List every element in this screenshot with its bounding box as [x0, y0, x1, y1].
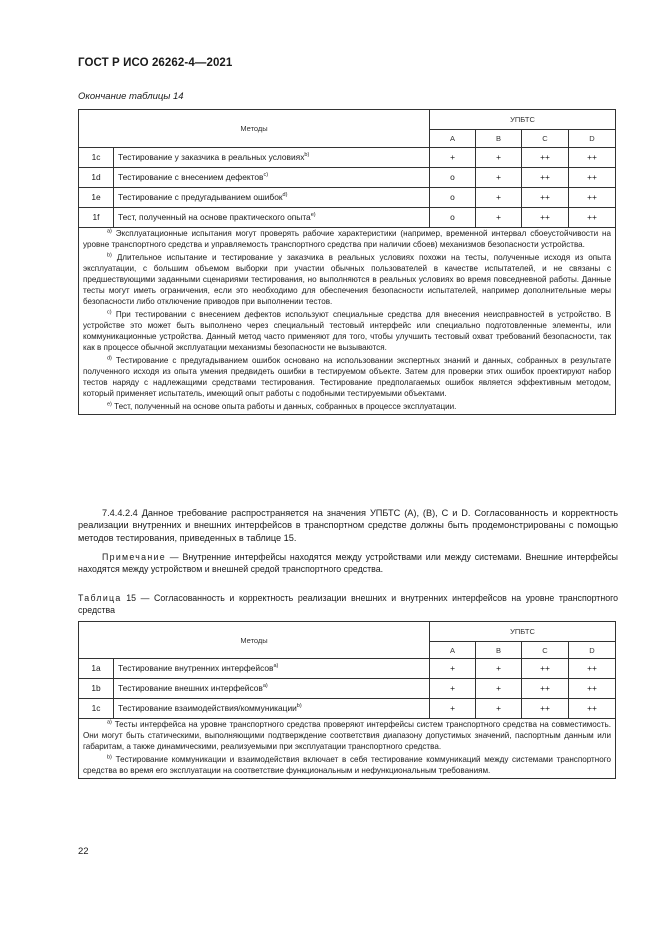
table-row: [79, 659, 616, 679]
cell-c: ++: [522, 659, 569, 679]
cell-c: ++: [522, 188, 569, 208]
asil-d-header: D: [569, 642, 616, 659]
row-method: Тестирование внешних интерфейсов$^{a)}$: [114, 679, 430, 699]
cell-d: ++: [569, 188, 616, 208]
footnote: $^{b)}$ Тестирование коммуникации и взаимодействия включает в себя тестирование коммуникаций между системами транспортного средства во время его эксплуатации на соответствие функциональным и нефункциональным требованиям.: [83, 754, 612, 775]
table15-caption: Таблица 15 — Согласованность и корректность реализации внешних и внутренних интерфейсов на уровне транспортного средства: [78, 593, 618, 616]
row-id: 1c: [79, 699, 114, 719]
cell-d: ++: [569, 679, 616, 699]
footnote: $^{c)}$ При тестировании с внесением дефектов используют специальные средства для внесения неисправностей в устройство. В устройстве это может быть выполнено через специальный тестовый интерфейс или специально подготовленные элементы, или коммуникационные устройства. Данный метод часто применяют для того, чтобы улучшить тестовый охват требований безопасности, так как в процессе обычной эксплуатации механизмы безопасности не вызываются.: [83, 309, 612, 352]
cell-b: +: [476, 659, 522, 679]
upbts-header: УПБТС: [430, 110, 616, 130]
table-14: [78, 109, 616, 415]
row-id: 1e: [79, 188, 114, 208]
cell-b: +: [476, 168, 522, 188]
row-method: Тестирование с предугадыванием ошибок$^{d)}$: [114, 188, 430, 208]
methods-header: Методы: [79, 110, 430, 148]
cell-c: ++: [522, 208, 569, 228]
cell-c: ++: [522, 679, 569, 699]
table14-caption: Окончание таблицы 14: [78, 91, 184, 102]
table-row: [79, 188, 616, 208]
cell-c: ++: [522, 148, 569, 168]
note-paragraph: Примечание — Внутренние интерфейсы находятся между устройствами или между системами. Внешние интерфейсы находятся между устройством и внешней средой транспортного средства.: [78, 552, 618, 575]
asil-c-header: C: [522, 642, 569, 659]
cell-a: +: [430, 659, 476, 679]
cell-c: ++: [522, 699, 569, 719]
row-method: Тестирование внутренних интерфейсов$^{a)}$: [114, 659, 430, 679]
row-id: 1b: [79, 679, 114, 699]
footnote: $^{e)}$ Тест, полученный на основе опыта работы и данных, собранных в процессе эксплуатации.: [107, 401, 457, 411]
asil-c-header: C: [522, 130, 569, 148]
table-row: [79, 699, 616, 719]
cell-b: +: [476, 699, 522, 719]
asil-b-header: B: [476, 642, 522, 659]
table-row: [79, 679, 616, 699]
row-method: Тестирование с внесением дефектов$^{c)}$: [114, 168, 430, 188]
table-row: [79, 208, 616, 228]
cell-c: ++: [522, 168, 569, 188]
methods-header: Методы: [79, 622, 430, 659]
row-method: Тест, полученный на основе практического опыта$^{e)}$: [114, 208, 430, 228]
footnote: $^{b)}$ Длительное испытание и тестирование у заказчика в реальных условиях похожи на тесты, полученные исходя из опыта эксплуатации, с большим объемом выборки при участии обычных пользователей в качестве испытателей, и не связаны с предшествующими заданными сценариями тестирования, но выполняются в реальных условиях во время повседневной работы. Данные тесты могут иметь ограничения, если это необходимо для обеспечения безопасности испытателей, например дополнительные меры безопасности либо отключение приводов при выполнении тестов.: [83, 252, 612, 306]
row-id: 1a: [79, 659, 114, 679]
cell-b: +: [476, 188, 522, 208]
cell-d: ++: [569, 699, 616, 719]
cell-a: o: [430, 208, 476, 228]
footnote: $^{d)}$ Тестирование с предугадыванием ошибок основано на использовании экспертных знаний и данных, собранных в результате полученного исходя из опыта умения предвидеть ошибки в тестируемом объекте. Затем для проверки этих ошибок проектируют набор тестов наряду с надлежащими средствами тестирования. Тестирование предполагаемых ошибок является эффективным методом, который применяет испытатель, имеющий опыт работы с подобными тестируемыми объектами.: [83, 355, 612, 398]
row-id: 1f: [79, 208, 114, 228]
asil-d-header: D: [569, 130, 616, 148]
row-method: Тестирование взаимодействия/коммуникации$^{b)}$: [114, 699, 430, 719]
asil-a-header: A: [430, 130, 476, 148]
section-paragraph: 7.4.4.2.4 Данное требование распространяется на значения УПБТС (A), (B), C и D. Согласованность и корректность реализации внутренних и внешних интерфейсов в транспортном средстве должны быть продемонстрированы с помощью методов тестирования, приведенных в таблице 15.: [78, 508, 618, 543]
cell-d: ++: [569, 659, 616, 679]
table15-footnotes: [79, 719, 616, 779]
asil-b-header: B: [476, 130, 522, 148]
cell-a: o: [430, 168, 476, 188]
asil-a-header: A: [430, 642, 476, 659]
cell-d: ++: [569, 208, 616, 228]
cell-b: +: [476, 208, 522, 228]
cell-b: +: [476, 148, 522, 168]
row-id: 1c: [79, 148, 114, 168]
table-row: [79, 168, 616, 188]
page-number: 22: [78, 846, 89, 857]
cell-a: +: [430, 148, 476, 168]
cell-a: o: [430, 188, 476, 208]
table-row: [79, 148, 616, 168]
cell-a: +: [430, 679, 476, 699]
table-15: [78, 621, 616, 779]
cell-d: ++: [569, 148, 616, 168]
footnote: $^{a)}$ Эксплуатационные испытания могут проверять рабочие характеристики (например, временной интервал сбоеустойчивости на уровне транспортного средства и управляемость транспортного средства при наличии сбоев) механизмов безопасности устройства.: [83, 228, 612, 249]
document-header: ГОСТ Р ИСО 26262-4—2021: [78, 57, 233, 69]
table14-footnotes: [79, 228, 616, 415]
cell-a: +: [430, 699, 476, 719]
cell-d: ++: [569, 168, 616, 188]
upbts-header: УПБТС: [430, 622, 616, 642]
row-method: Тестирование у заказчика в реальных условиях$^{b)}$: [114, 148, 430, 168]
row-id: 1d: [79, 168, 114, 188]
cell-b: +: [476, 679, 522, 699]
footnote: $^{a)}$ Тесты интерфейса на уровне транспортного средства проверяют интерфейсы систем транспортного средства на совместимость. Они могут быть статическими, выполняющими подтверждение соответствия диапазону допустимых значений, паспортным данным или габаритам, а также динамическими, реализуемыми при эксплуатации транспортного средства.: [83, 719, 612, 751]
